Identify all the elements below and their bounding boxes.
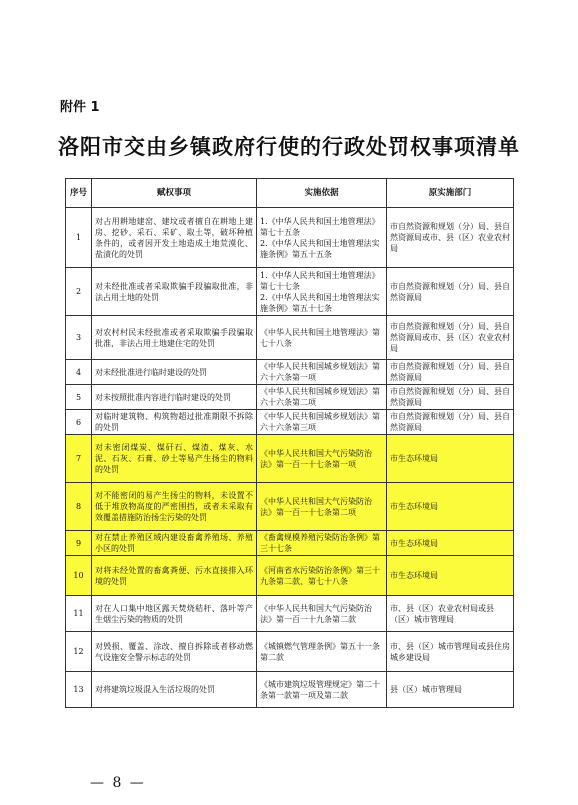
row-basis: 《中华人民共和国城乡规划法》第六十六条第三项 [257, 410, 387, 435]
row-basis: 《中华人民共和国城乡规划法》第六十六条第一项 [257, 360, 387, 385]
table-row [66, 556, 514, 596]
row-dept: 市、县（区）城市管理局或县住房城乡建设局 [387, 632, 514, 672]
row-item: 对在禁止养殖区域内建设畜禽养殖场、养殖小区的处罚 [92, 531, 257, 556]
row-number: 1 [66, 208, 92, 268]
table-header-row [66, 179, 514, 208]
row-basis: 1.《中华人民共和国土地管理法》第七十七条 2.《中华人民共和国土地管理法实施条例》第五十七条 [257, 268, 387, 316]
row-item: 对毁损、覆盖、涂改、擅自拆除或者移动燃气设施安全警示标志的处罚 [92, 632, 257, 672]
row-dept: 市生态环境局 [387, 435, 514, 483]
row-dept: 市生态环境局 [387, 556, 514, 596]
row-number: 5 [66, 385, 92, 410]
row-number: 8 [66, 483, 92, 531]
row-item: 对不能密闭的易产生扬尘的物料，未设置不低于堆放物高度的严密围挡，或者未采取有效覆盖措施防治扬尘污染的处罚 [92, 483, 257, 531]
row-item: 对将未经处置的畜禽粪便、污水直接排入环境的处罚 [92, 556, 257, 596]
row-item: 对未经批准或者采取欺骗手段骗取批准，非法占用土地的处罚 [92, 268, 257, 316]
row-basis: 《中华人民共和国大气污染防治法》第一百一十七条第一项 [257, 435, 387, 483]
table-row [66, 316, 514, 360]
row-basis: 《城镇燃气管理条例》第五十一条第二款 [257, 632, 387, 672]
row-basis: 《中华人民共和国大气污染防治法》第一百一十七条第二项 [257, 483, 387, 531]
row-dept: 市自然资源和规划（分）局、县自然资源局或市、县（区）农业农村局 [387, 316, 514, 360]
row-dept: 县（区）城市管理局 [387, 672, 514, 708]
page-title: 洛阳市交由乡镇政府行使的行政处罚权事项清单 [58, 134, 520, 159]
row-item: 对未密闭煤炭、煤矸石、煤渣、煤灰、水泥、石灰、石膏、砂土等易产生扬尘的物料的处罚 [92, 435, 257, 483]
row-basis: 《城市建筑垃圾管理规定》第二十条第一款第一项及第二款 [257, 672, 387, 708]
row-dept: 市、县（区）农业农村局或县（区）城市管理局 [387, 596, 514, 632]
table-row [66, 632, 514, 672]
row-item: 对将建筑垃圾混入生活垃圾的处罚 [92, 672, 257, 708]
row-number: 9 [66, 531, 92, 556]
row-item: 对农村村民未经批准或者采取欺骗手段骗取批准，非法占用土地建住宅的处罚 [92, 316, 257, 360]
row-item: 对临时建筑物、构筑物超过批准期限不拆除的处罚 [92, 410, 257, 435]
row-dept: 市生态环境局 [387, 483, 514, 531]
table-row [66, 360, 514, 385]
header-item: 赋权事项 [92, 179, 257, 208]
row-number: 2 [66, 268, 92, 316]
row-item: 对占用耕地建窑、建坟或者擅自在耕地上建房、挖砂、采石、采矿、取土等，破坏种植条件的，或者因开发土地造成土地荒漠化、盐渍化的处罚 [92, 208, 257, 268]
table-row [66, 208, 514, 268]
header-dept: 原实施部门 [387, 179, 514, 208]
row-dept: 市自然资源和规划（分）局、县自然资源局 [387, 360, 514, 385]
row-item: 对未经批准进行临时建设的处罚 [92, 360, 257, 385]
row-basis: 《中华人民共和国城乡规划法》第六十六条第二项 [257, 385, 387, 410]
header-no: 序号 [66, 179, 92, 208]
row-number: 10 [66, 556, 92, 596]
row-basis: 1.《中华人民共和国土地管理法》第七十五条 2.《中华人民共和国土地管理法实施条例》第五十五条 [257, 208, 387, 268]
table-row [66, 483, 514, 531]
row-number: 7 [66, 435, 92, 483]
row-dept: 市自然资源和规划（分）局、县自然资源局 [387, 385, 514, 410]
row-item: 对在人口集中地区露天焚烧秸秆、落叶等产生烟尘污染的物质的处罚 [92, 596, 257, 632]
row-basis: 《河南省水污染防治条例》第三十九条第二款、第七十八条 [257, 556, 387, 596]
row-basis: 《畜禽规模养殖污染防治条例》第三十七条 [257, 531, 387, 556]
row-number: 12 [66, 632, 92, 672]
attachment-label: 附件 1 [60, 100, 100, 115]
table-row [66, 410, 514, 435]
row-number: 4 [66, 360, 92, 385]
row-basis: 《中华人民共和国大气污染防治法》第一百一十九条第二款 [257, 596, 387, 632]
row-dept: 市自然资源和规划（分）局、县自然资源局 [387, 268, 514, 316]
table-row [66, 531, 514, 556]
row-dept: 市自然资源和规划（分）局、县自然资源局 [387, 410, 514, 435]
row-number: 3 [66, 316, 92, 360]
row-number: 13 [66, 672, 92, 708]
row-number: 11 [66, 596, 92, 632]
row-dept: 市自然资源和规划（分）局、县自然资源局或市、县（区）农业农村局 [387, 208, 514, 268]
table-row [66, 672, 514, 708]
table-row [66, 268, 514, 316]
table-row [66, 385, 514, 410]
row-dept: 市生态环境局 [387, 531, 514, 556]
penalty-items-table [65, 178, 514, 708]
table-row [66, 435, 514, 483]
row-item: 对未按照批准内容进行临时建设的处罚 [92, 385, 257, 410]
row-number: 6 [66, 410, 92, 435]
header-basis: 实施依据 [257, 179, 387, 208]
row-basis: 《中华人民共和国土地管理法》第七十八条 [257, 316, 387, 360]
table-row [66, 596, 514, 632]
page-number: — 8 — [90, 775, 146, 791]
